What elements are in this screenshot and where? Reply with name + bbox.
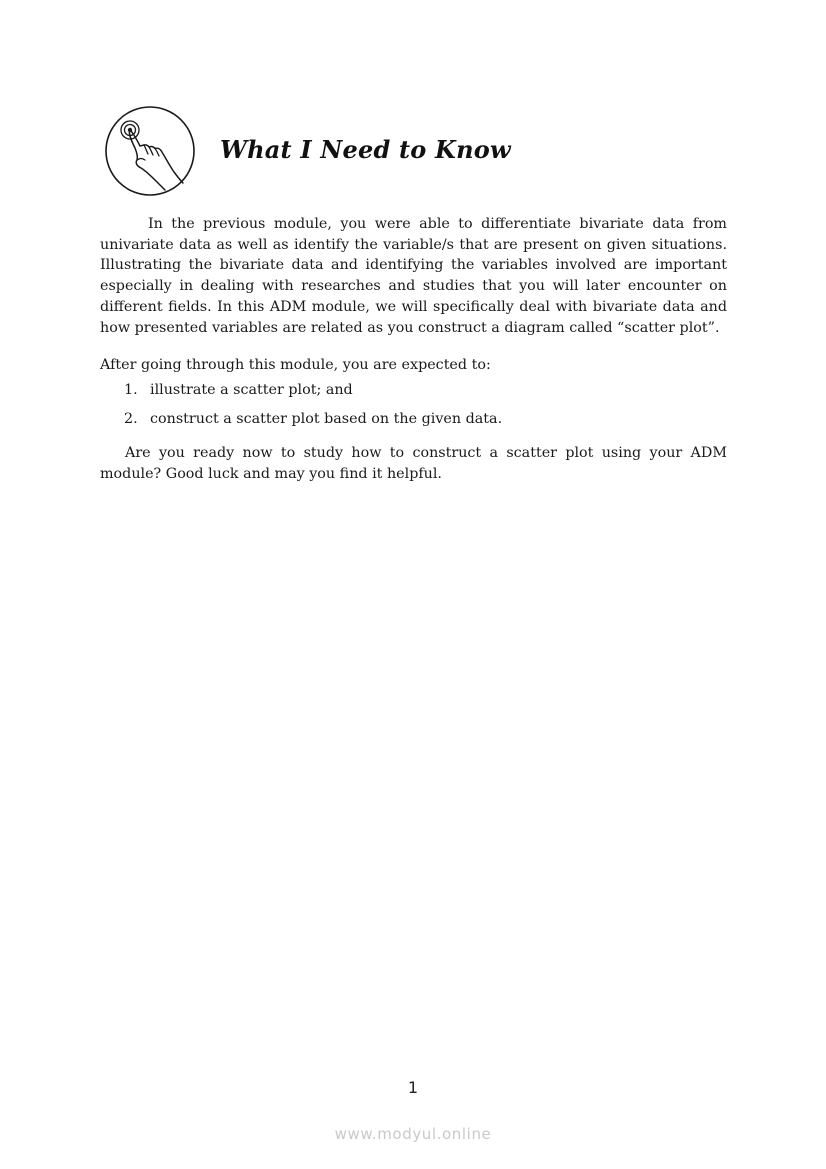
section-title: What I Need to Know [220,135,511,164]
objective-number: 2. [124,410,138,427]
module-content [100,214,727,485]
page-number: 1 [407,1078,419,1097]
watermark: www.modyul.online [334,1125,492,1143]
closing-paragraph: Are you ready now to study how to construct a scatter plot using your ADM module? Good luck and may you find it helpful. [100,445,727,483]
objective-item [100,380,727,401]
intro-paragraph: In the previous module, you were able to differentiate bivariate data from univariate data as well as identify the variable/s that are present on given situations. Illustrating the bivariate data and identifying the variables involved are important especially in dealing with researches and studies that you will later encounter on different fields. In this ADM module, we will specifically deal with bivariate data and how presented variables are related as you construct a diagram called “scatter plot”. [100,216,727,336]
objectives-intro: After going through this module, you are expected to: [100,357,491,374]
touch-hand-icon [104,105,196,197]
objective-text: illustrate a scatter plot; and [150,381,353,398]
objective-text: construct a scatter plot based on the given data. [150,410,503,427]
objective-number: 1. [124,381,138,398]
objectives-list [100,380,727,429]
objective-item [100,409,727,430]
